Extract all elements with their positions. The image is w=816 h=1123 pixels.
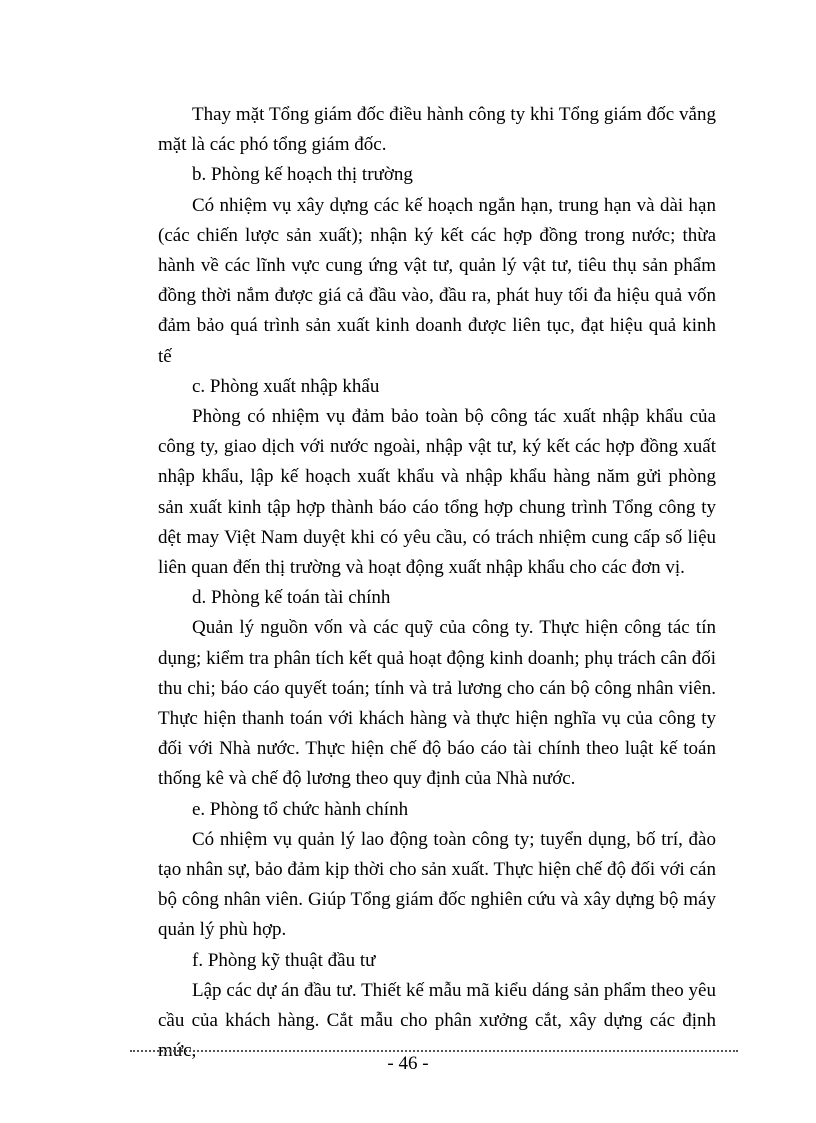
document-body (158, 100, 716, 1067)
page-number: - 46 - (387, 1053, 429, 1074)
paragraph-admin-hr-duties: Có nhiệm vụ quản lý lao động toàn công ty; tuyển dụng, bố trí, đào tạo nhân sự, bảo đảm kịp thời cho sản xuất. Thực hiện chế độ đối với cán bộ công nhân viên. Giúp Tổng giám đốc nghiên cứu và xây dựng bộ máy quản lý phù hợp. (158, 828, 716, 941)
heading-technical-investment-dept: f. Phòng kỹ thuật đầu tư (192, 949, 376, 971)
heading-import-export-dept: c. Phòng xuất nhập khẩu (192, 375, 380, 397)
paragraph-import-export-duties: Phòng có nhiệm vụ đảm bảo toàn bộ công tác xuất nhập khẩu của công ty, giao dịch với nước ngoài, nhập vật tư, ký kết các hợp đồng xuất nhập khẩu, lập kế hoạch xuất khẩu và nhập khẩu hàng năm gửi phòng sản xuất kinh tập hợp thành báo cáo tổng hợp chung trình Tổng công ty dệt may Việt Nam duyệt khi có yêu cầu, có trách nhiệm cung cấp số liệu liên quan đến thị trường và hoạt động xuất nhập khẩu cho các đơn vị. (158, 406, 716, 579)
heading-admin-hr-dept: e. Phòng tổ chức hành chính (192, 798, 409, 820)
paragraph-finance-accounting-duties: Quản lý nguồn vốn và các quỹ của công ty. Thực hiện công tác tín dụng; kiểm tra phân tích kết quả hoạt động kinh doanh; phụ trách cân đối thu chi; báo cáo quyết toán; tính và trả lương cho cán bộ công nhân viên. Thực hiện thanh toán với khách hàng và thực hiện nghĩa vụ của công ty đối với Nhà nước. Thực hiện chế độ báo cáo tài chính theo luật kế toán thống kê và chế độ lương theo quy định của Nhà nước. (158, 617, 716, 790)
heading-finance-accounting-dept: d. Phòng kế toán tài chính (192, 587, 391, 609)
paragraph-technical-investment-duties: Lập các dự án đầu tư. Thiết kế mẫu mã kiểu dáng sản phẩm theo yêu cầu của khách hàng. Cắt mẫu cho phân xưởng cắt, xây dựng các định mức, (158, 979, 716, 1062)
paragraph-vice-director-role: Thay mặt Tổng giám đốc điều hành công ty khi Tổng giám đốc vắng mặt là các phó tổng giám đốc. (158, 104, 716, 156)
paragraph-planning-market-duties: Có nhiệm vụ xây dựng các kế hoạch ngắn hạn, trung hạn và dài hạn (các chiến lược sản xuất); nhận ký kết các hợp đồng trong nước; thừa hành về các lĩnh vực cung ứng vật tư, quản lý vật tư, tiêu thụ sản phẩm đồng thời nắm được giá cả đầu vào, đầu ra, phát huy tối đa hiệu quả vốn đảm bảo quá trình sản xuất kinh doanh được liên tục, đạt hiệu quả kinh tế (158, 194, 716, 367)
heading-planning-market-dept: b. Phòng kế hoạch thị trường (192, 164, 413, 186)
